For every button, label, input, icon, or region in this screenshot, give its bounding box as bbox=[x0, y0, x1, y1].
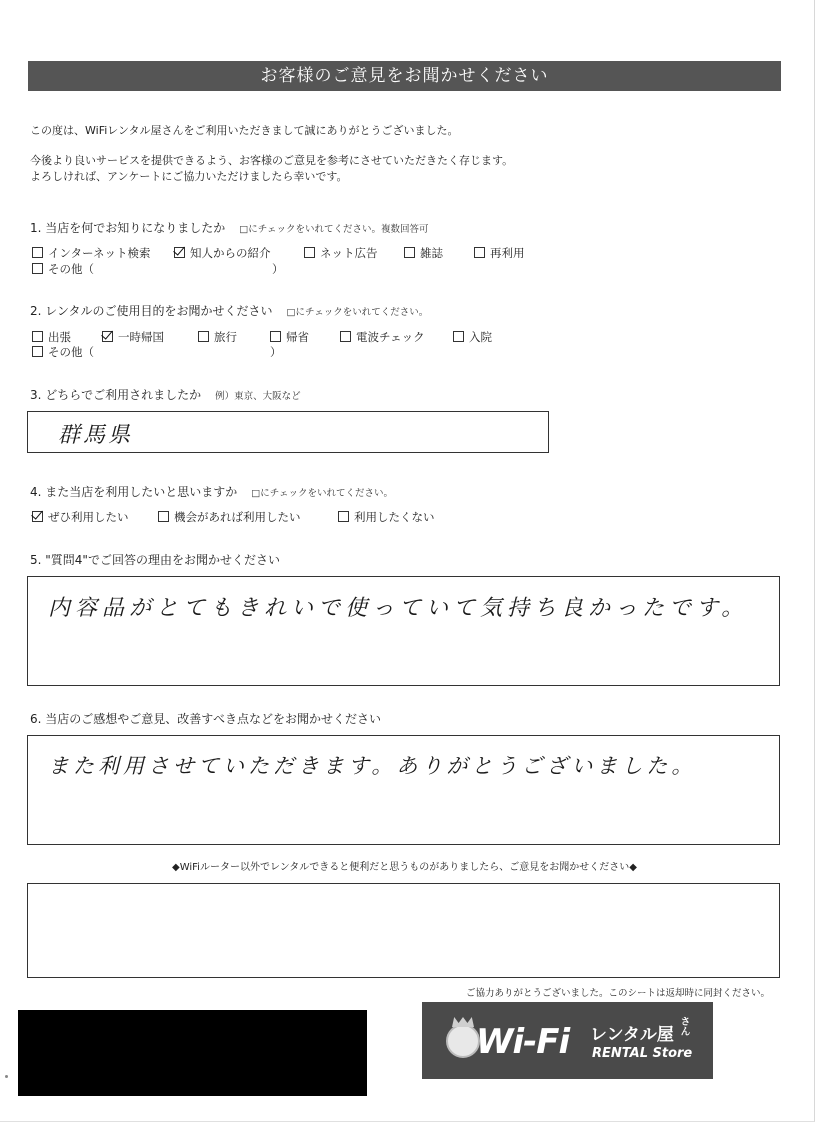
intro-line-2: 今後より良いサービスを提供できるよう、お客様のご意見を参考にさせていただきたく存じます。 bbox=[30, 154, 514, 167]
checkbox-icon[interactable] bbox=[338, 511, 349, 522]
question-3-hint: 例）東京、大阪など bbox=[215, 391, 301, 402]
q2-option-signal-check[interactable] bbox=[340, 329, 425, 345]
q2-option-hospitalization[interactable] bbox=[453, 329, 492, 345]
survey-title-banner: お客様のご意見をお聞かせください bbox=[28, 61, 781, 91]
q2-other-close-paren: ） bbox=[270, 345, 282, 359]
checkbox-icon[interactable] bbox=[32, 331, 43, 342]
question-1-title bbox=[30, 219, 428, 236]
option-label: 雑誌 bbox=[420, 246, 443, 260]
q1-option-internet-search[interactable] bbox=[32, 245, 150, 261]
intro-line-1: この度は、WiFiレンタル屋さんをご利用いただきまして誠にありがとうございました。 bbox=[30, 124, 459, 137]
question-7-title: ◆WiFiルーター以外でレンタルできると便利だと思うものがありましたら、ご意見をお聞かせください◆ bbox=[172, 862, 637, 873]
q4-option-no[interactable] bbox=[338, 509, 435, 525]
question-4-title bbox=[30, 483, 393, 500]
checkbox-icon[interactable] bbox=[304, 247, 315, 258]
q1-option-referral[interactable] bbox=[174, 245, 271, 261]
q6-handwritten-answer: また利用させていただきます。ありがとうございました。 bbox=[48, 754, 697, 778]
checkbox-icon[interactable] bbox=[340, 331, 351, 342]
checkbox-icon[interactable] bbox=[32, 247, 43, 258]
q2-option-temporary-return[interactable] bbox=[102, 329, 164, 345]
q1-option-web-ad[interactable] bbox=[304, 245, 378, 261]
question-2-text: 2. レンタルのご使用目的をお聞かせください bbox=[30, 304, 273, 318]
q7-answer-box[interactable] bbox=[27, 883, 780, 978]
option-label: その他（ bbox=[48, 262, 94, 276]
option-label: 機会があれば利用したい bbox=[174, 510, 301, 524]
option-label: 出張 bbox=[48, 330, 71, 344]
checkbox-icon[interactable] bbox=[158, 511, 169, 522]
question-1-text: 1. 当店を何でお知りになりましたか bbox=[30, 221, 226, 235]
wifi-rental-store-logo bbox=[422, 1002, 713, 1079]
question-2-hint: □にチェックをいれてください。 bbox=[286, 307, 429, 318]
checkbox-checked-icon[interactable] bbox=[32, 511, 43, 522]
option-label: 再利用 bbox=[490, 246, 525, 260]
option-label: インターネット検索 bbox=[48, 246, 151, 260]
checkbox-checked-icon[interactable] bbox=[102, 331, 113, 342]
logo-brand-japanese: レンタル屋 bbox=[590, 1025, 674, 1045]
q3-handwritten-answer: 群馬県 bbox=[58, 423, 134, 448]
question-4-hint: □にチェックをいれてください。 bbox=[251, 488, 393, 499]
option-label: 一時帰国 bbox=[118, 330, 164, 344]
checkbox-checked-icon[interactable] bbox=[174, 247, 185, 258]
logo-wifi-text: Wi-Fi bbox=[476, 1022, 570, 1062]
question-4-text: 4. また当店を利用したいと思いますか bbox=[30, 485, 238, 499]
question-2-title bbox=[30, 302, 428, 319]
q2-option-homecoming[interactable] bbox=[270, 329, 309, 345]
checkbox-icon[interactable] bbox=[453, 331, 464, 342]
question-3-text: 3. どちらでご利用されましたか bbox=[30, 388, 202, 402]
q5-answer-box[interactable] bbox=[27, 576, 780, 686]
option-label: 入院 bbox=[469, 330, 492, 344]
scan-speck bbox=[5, 1075, 8, 1078]
question-1-hint: □にチェックをいれてください。複数回答可 bbox=[239, 224, 429, 235]
checkbox-icon[interactable] bbox=[404, 247, 415, 258]
q1-option-other[interactable] bbox=[32, 261, 94, 277]
q5-handwritten-answer: 内容品がとてもきれいで使っていて気持ち良かったです。 bbox=[48, 596, 749, 621]
question-5-title: 5. "質問4"でご回答の理由をお聞かせください bbox=[30, 553, 280, 567]
option-label: 帰省 bbox=[286, 330, 309, 344]
option-label: その他（ bbox=[48, 345, 94, 359]
checkbox-icon[interactable] bbox=[198, 331, 209, 342]
option-label: 利用したくない bbox=[354, 510, 435, 524]
q2-option-travel[interactable] bbox=[198, 329, 237, 345]
q1-other-close-paren: ） bbox=[272, 262, 284, 276]
q1-option-magazine[interactable] bbox=[404, 245, 443, 261]
q4-option-definitely[interactable] bbox=[32, 509, 129, 525]
q2-option-other[interactable] bbox=[32, 344, 94, 360]
checkbox-icon[interactable] bbox=[32, 263, 43, 274]
question-6-title: 6. 当店のご感想やご意見、改善すべき点などをお聞かせください bbox=[30, 712, 382, 726]
redacted-block bbox=[18, 1010, 367, 1096]
logo-brand-san: さん bbox=[678, 1016, 689, 1036]
option-label: 旅行 bbox=[214, 330, 237, 344]
q6-answer-box[interactable] bbox=[27, 735, 780, 845]
question-3-title bbox=[30, 386, 301, 403]
option-label: ぜひ利用したい bbox=[48, 510, 129, 524]
q3-answer-box[interactable] bbox=[27, 411, 549, 453]
checkbox-icon[interactable] bbox=[270, 331, 281, 342]
crowned-mascot-icon bbox=[446, 1024, 480, 1058]
option-label: ネット広告 bbox=[320, 246, 378, 260]
q1-option-reuse[interactable] bbox=[474, 245, 525, 261]
q2-option-business-trip[interactable] bbox=[32, 329, 71, 345]
checkbox-icon[interactable] bbox=[32, 346, 43, 357]
option-label: 電波チェック bbox=[356, 330, 425, 344]
option-label: 知人からの紹介 bbox=[190, 246, 271, 260]
logo-brand-english: RENTAL Store bbox=[592, 1046, 693, 1061]
checkbox-icon[interactable] bbox=[474, 247, 485, 258]
q4-option-if-opportunity[interactable] bbox=[158, 509, 301, 525]
return-instructions: ご協力ありがとうございました。このシートは返却時に同封ください。 bbox=[466, 988, 771, 999]
intro-line-3: よろしければ、アンケートにご協力いただけましたら幸いです。 bbox=[30, 170, 348, 183]
